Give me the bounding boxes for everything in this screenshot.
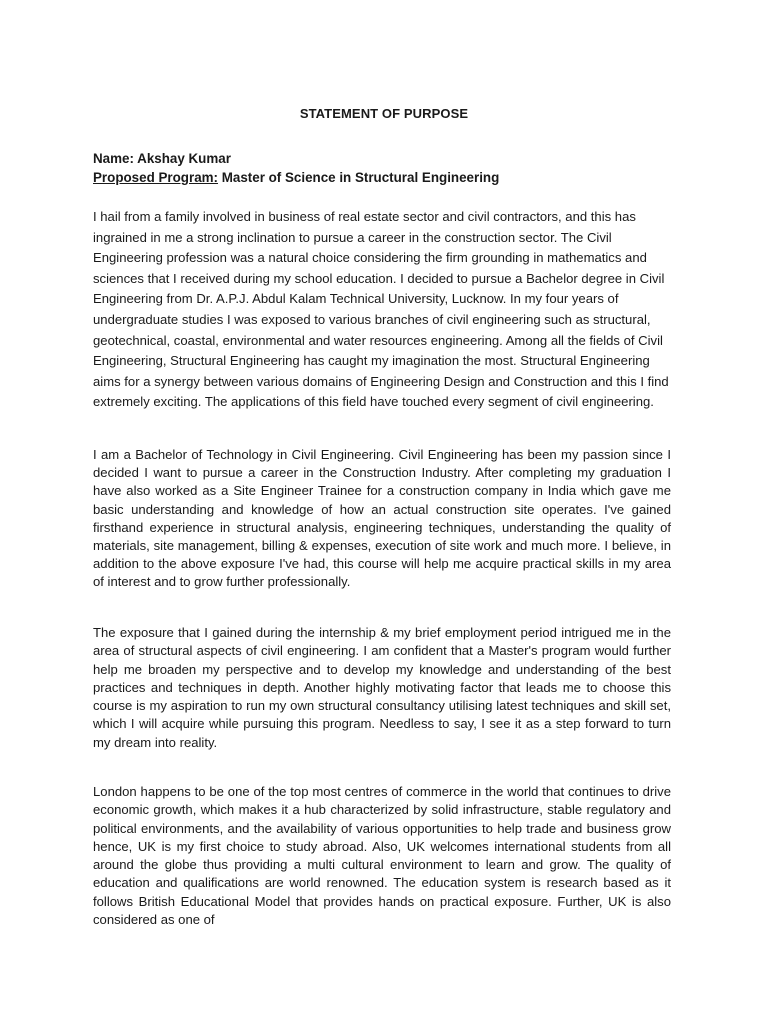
paragraph-motivation: The exposure that I gained during the internship & my brief employment period intrigued me in the area of structural aspects of civil engineering. I am confident that a Master's program would further help me broaden my perspective and to develop my knowledge and understanding of the best practices and techniques in depth. Another highly motivating factor that leads me to choose this course is my aspiration to run my own structural consultancy utilising latest techniques and skill set, which I will acquire while pursuing this program. Needless to say, I see it as a step forward to turn my dream into reality. — [93, 625, 671, 750]
paragraph-background: I hail from a family involved in business of real estate sector and civil contractors, and this has ingrained in me a strong inclination to pursue a career in the construction sector. The Civil Engineering profession was a natural choice considering the firm grounding in mathematics and sciences that I received during my school education. I decided to pursue a Bachelor degree in Civil Engineering from Dr. A.P.J. Abdul Kalam Technical University, Lucknow. In my four years of undergraduate studies I was exposed to various branches of civil engineering such as structural, geotechnical, coastal, environmental and water resources engineering. Among all the fields of Civil Engineering, Structural Engineering has caught my imagination the most. Structural Engineering aims for a synergy between various domains of Engineering Design and Construction and this I find extremely exciting. The applications of this field have touched every segment of civil engineering. — [93, 209, 669, 410]
paragraph-experience: I am a Bachelor of Technology in Civil Engineering. Civil Engineering has been my passion since I decided I want to pursue a career in the Construction Industry. After completing my graduation I have also worked as a Site Engineer Trainee for a construction company in India which gave me basic understanding and knowledge of how an actual construction site operates. I've gained firsthand experience in structural analysis, engineering techniques, understanding the quality of materials, site management, billing & expenses, execution of site work and much more. I believe, in addition to the above exposure I've had, this course will help me acquire practical skills in my area of interest and to grow further professionally. — [93, 447, 671, 590]
proposed-program — [93, 170, 499, 185]
proposed-program-value: Master of Science in Structural Engineering — [218, 170, 500, 185]
proposed-program-label: Proposed Program: — [93, 170, 219, 185]
paragraph-why-uk: London happens to be one of the top most centres of commerce in the world that continues to drive economic growth, which makes it a hub characterized by solid infrastructure, stable regulatory and political environments, and the availability of various opportunities to help trade and business grow hence, UK is my first choice to study abroad. Also, UK welcomes international students from all around the globe thus providing a multi cultural environment to learn and grow. The quality of education and qualifications are world renowned. The education system is research based as it follows British Educational Model that provides hands on practical exposure. Further, UK is also considered as one of — [93, 784, 671, 928]
page-title: STATEMENT OF PURPOSE — [299, 106, 469, 121]
applicant-name: Name: Akshay Kumar — [93, 151, 231, 166]
